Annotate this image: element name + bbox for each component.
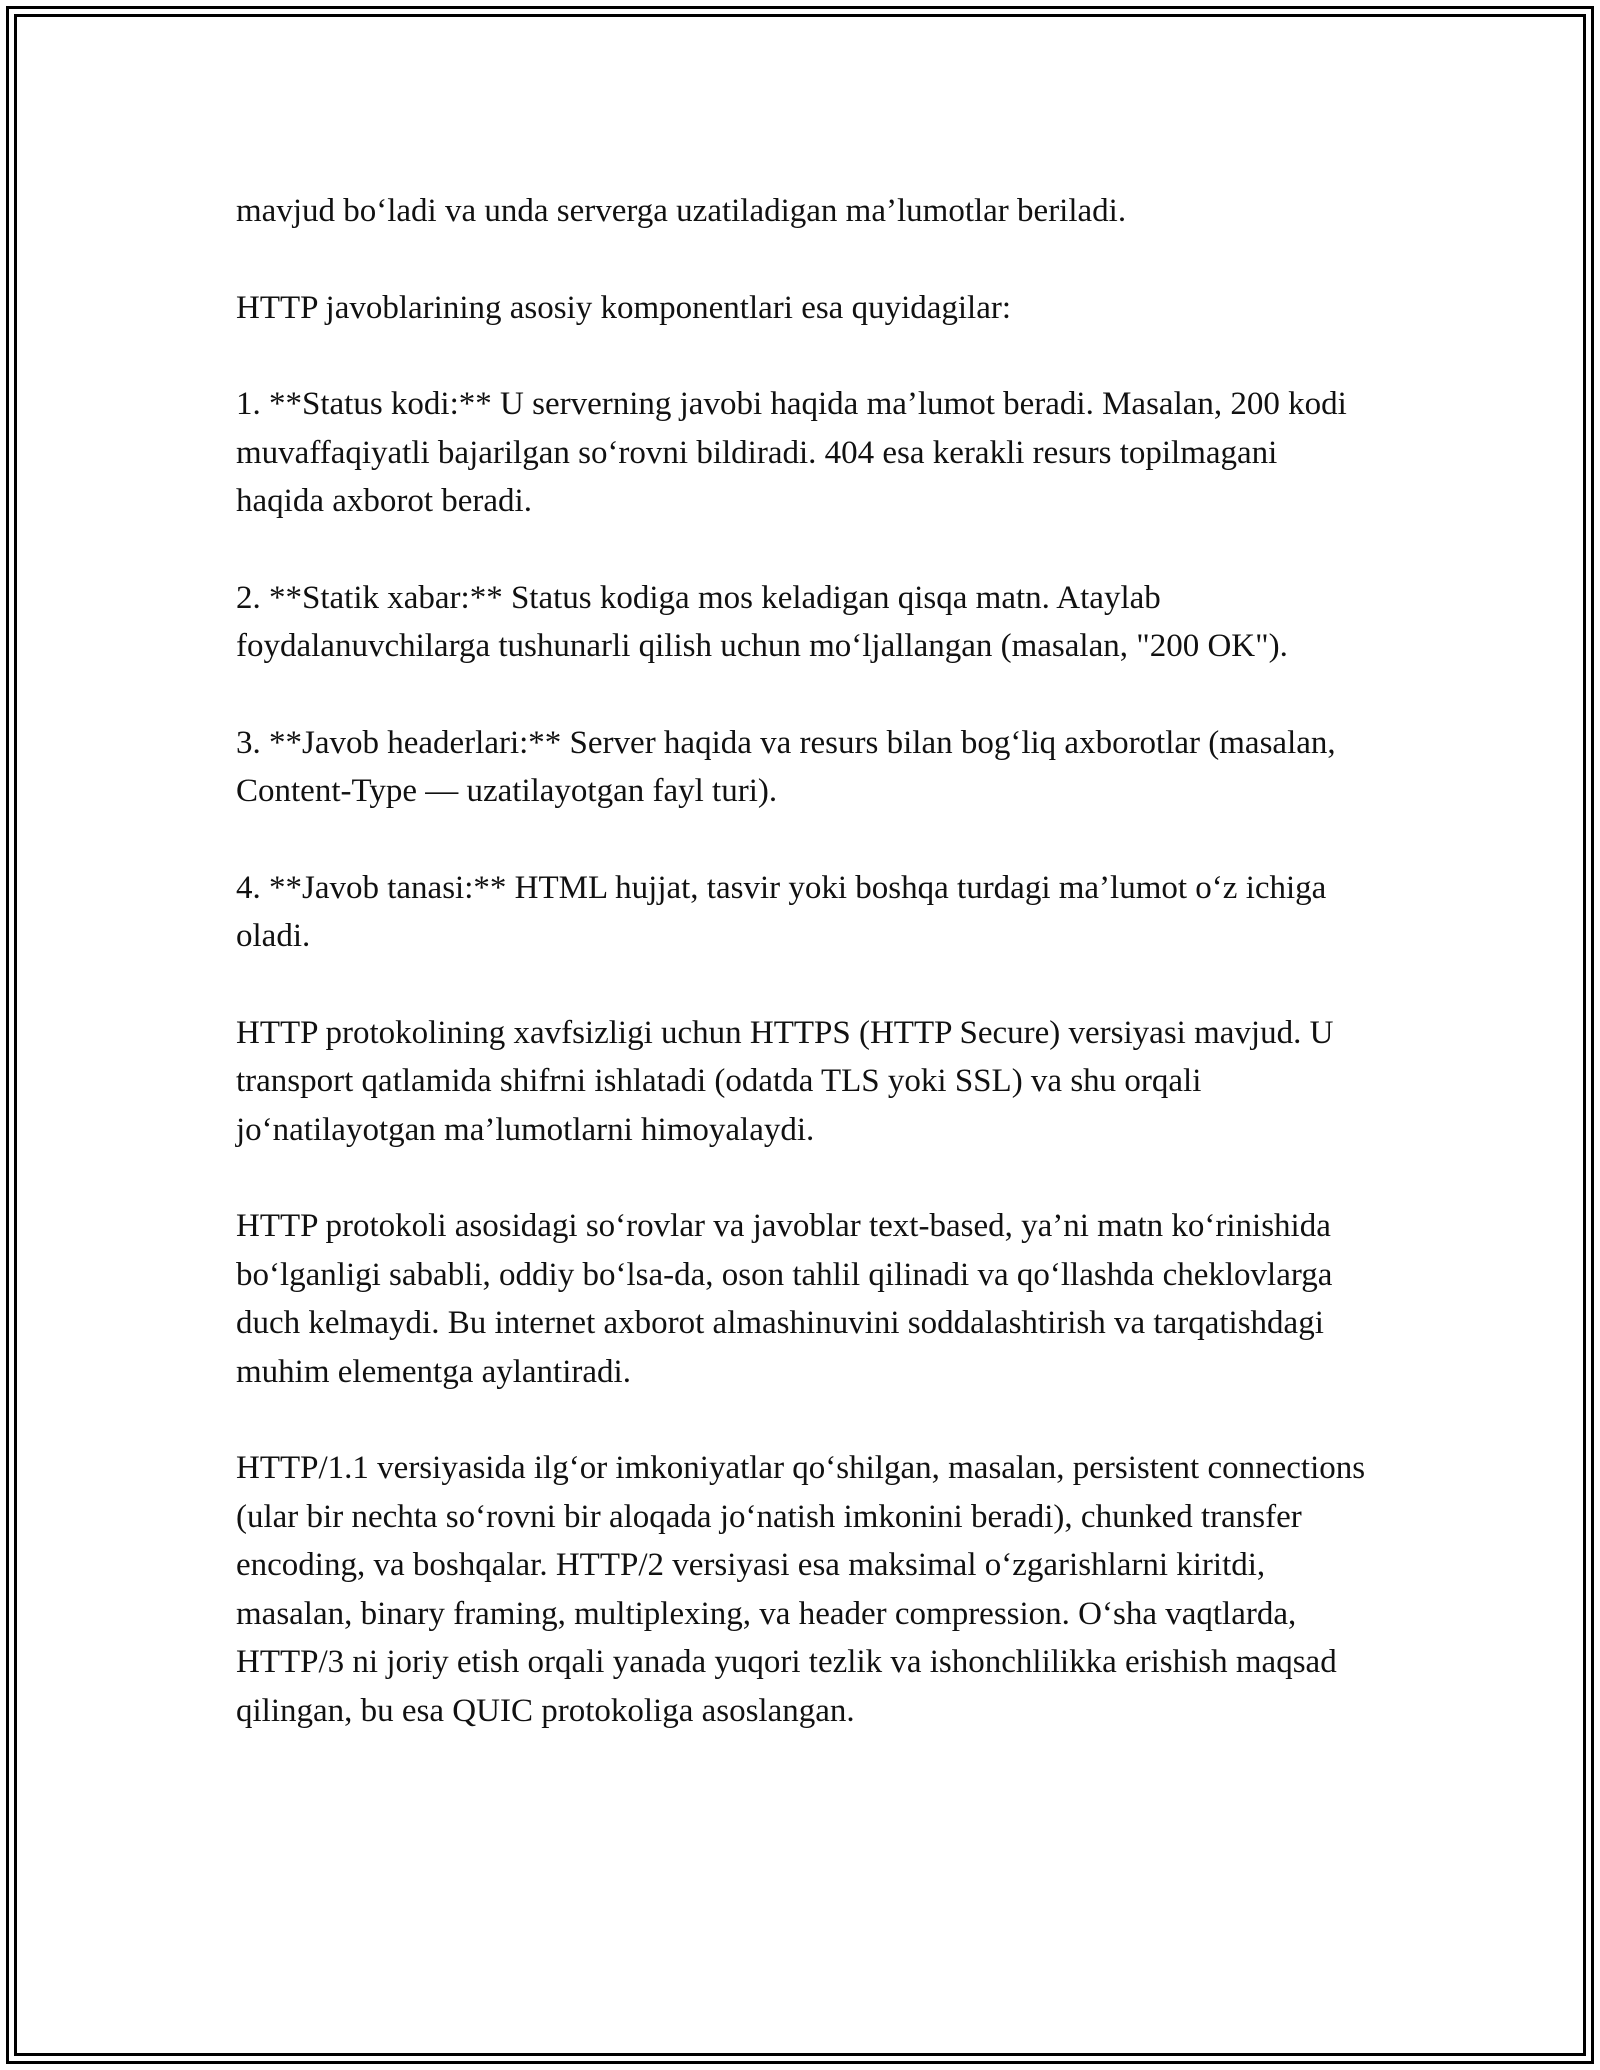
list-item-status-code: 1. **Status kodi:** U serverning javobi haqida ma’lumot beradi. Masalan, 200 kodi muvaffaqiyatli bajarilgan so‘rovni bildiradi. 404 esa kerakli resurs topilmagani haqida axborot beradi. <box>236 386 1347 519</box>
list-item-response-headers: 3. **Javob headerlari:** Server haqida va resurs bilan bog‘liq axborotlar (masalan, Content-Type — uzatilayotgan fayl turi). <box>236 724 1336 809</box>
list-item-response-body: 4. **Javob tanasi:** HTML hujjat, tasvir yoki boshqa turdagi ma’lumot o‘z ichiga oladi. <box>236 869 1327 954</box>
paragraph-https: HTTP protokolining xavfsizligi uchun HTTPS (HTTP Secure) versiyasi mavjud. U transport qatlamida shifrni ishlatadi (odatda TLS yoki SSL) va shu orqali jo‘natilayotgan ma’lumotlarni himoyalaydi. <box>236 1014 1334 1148</box>
paragraph-response-components-intro: HTTP javoblarining asosiy komponentlari esa quyidagilar: <box>236 289 1012 326</box>
document-body <box>236 187 1366 1735</box>
paragraph-text-based: HTTP protokoli asosidagi so‘rovlar va javoblar text-based, ya’ni matn ko‘rinishida bo‘lganligi sababli, oddiy bo‘lsa-da, oson tahlil qilinadi va qo‘llashda cheklovlarga duch kelmaydi. Bu internet axborot almashinuvini soddalashtirish va tarqatishdagi muhim elementga aylantiradi. <box>236 1208 1333 1390</box>
paragraph-continuation: mavjud bo‘ladi va unda serverga uzatiladigan ma’lumotlar beriladi. <box>236 193 1127 229</box>
paragraph-http-versions: HTTP/1.1 versiyasida ilg‘or imkoniyatlar qo‘shilgan, masalan, persistent connections (ular bir nechta so‘rovni bir aloqada jo‘natish imkonini beradi), chunked transfer encoding, va boshqalar. HTTP/2 versiyasi esa maksimal o‘zgarishlarni kiritdi, masalan, binary framing, multiplexing, va header compression. O‘sha vaqtlarda, HTTP/3 ni joriy etish orqali yanada yuqori tezlik va ishonchlilikka erishish maqsad qilingan, bu esa QUIC protokoliga asoslangan. <box>236 1450 1366 1729</box>
list-item-status-message: 2. **Statik xabar:** Status kodiga mos keladigan qisqa matn. Ataylab foydalanuvchilarga tushunarli qilish uchun mo‘ljallangan (masalan, "200 OK"). <box>236 579 1288 664</box>
